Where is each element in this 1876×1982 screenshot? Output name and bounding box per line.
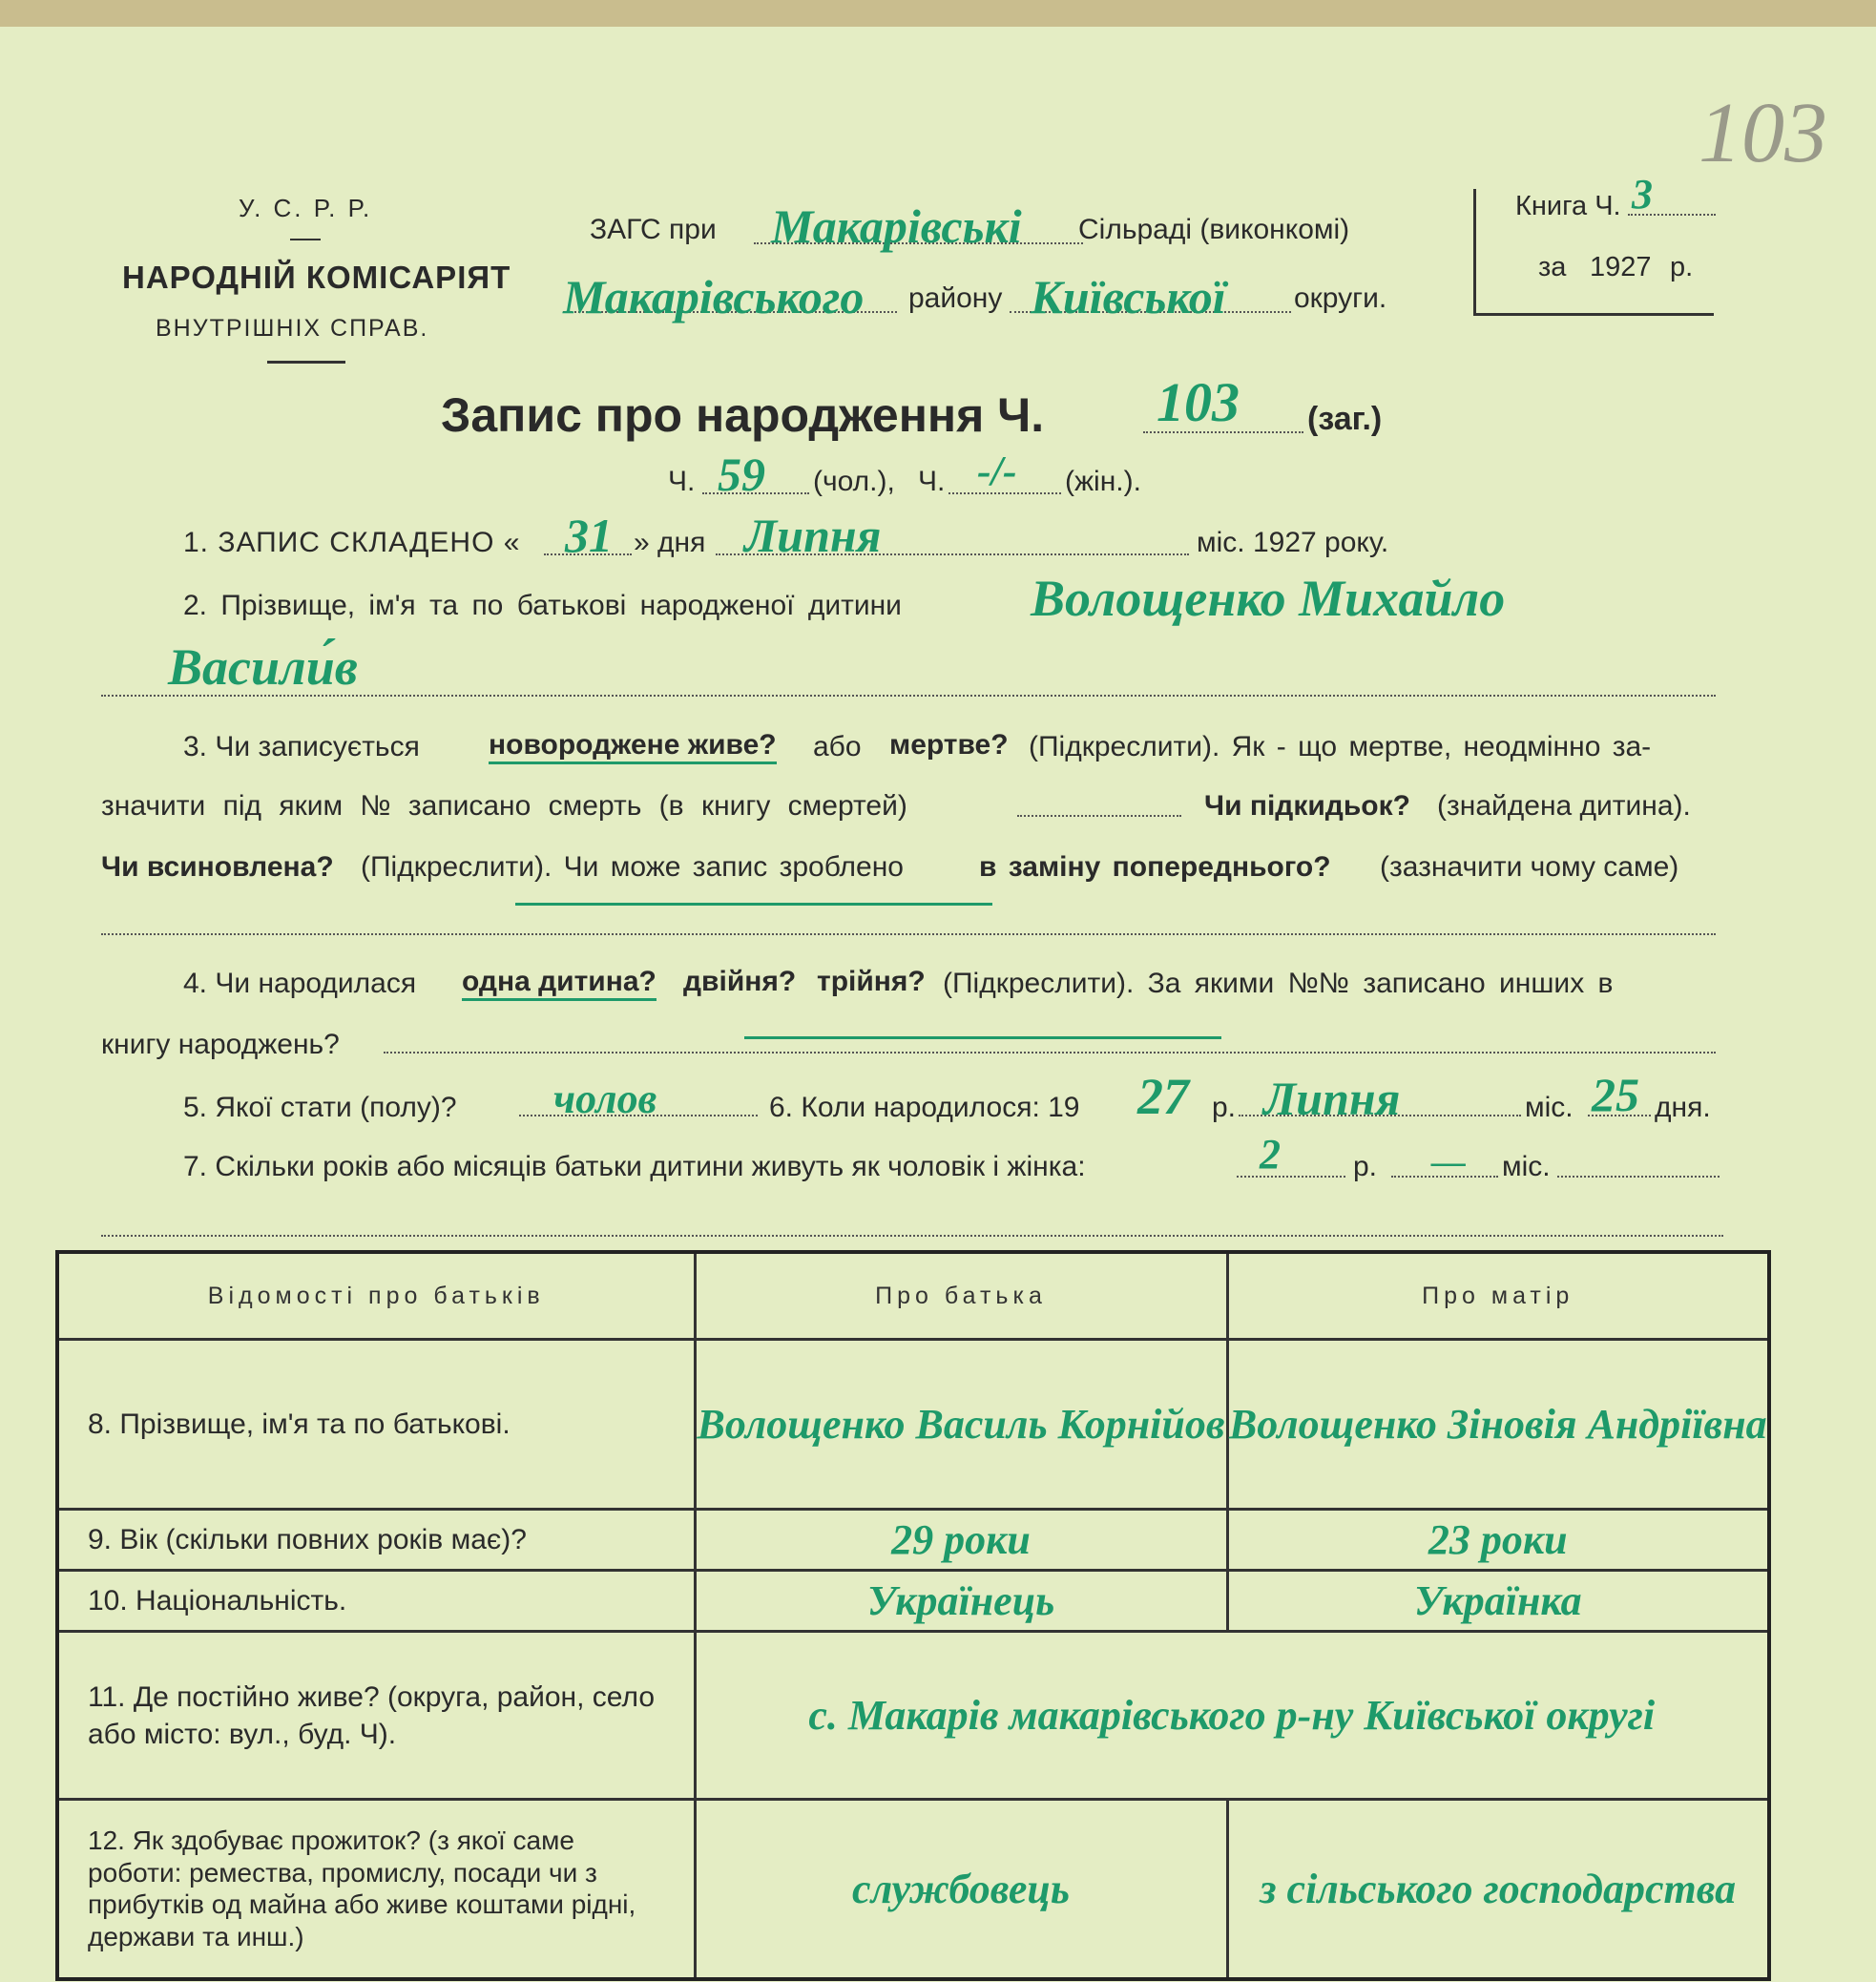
item1-month: Липня (744, 509, 882, 562)
book-year: 1927 (1590, 252, 1652, 282)
item4-one-child: одна дитина? (462, 966, 657, 1001)
mother-age: 23 роки (1227, 1510, 1769, 1571)
item5-label: 5. Якої стати (полу)? (183, 1092, 457, 1123)
book-year-prefix: за (1538, 252, 1567, 282)
female-prefix: Ч. (918, 466, 946, 497)
item2-label: 2. Прізвище, ім'я та по батькові народженої дитини (183, 590, 902, 621)
column-header-father: Про батька (695, 1252, 1227, 1340)
table-row (57, 1632, 1769, 1800)
item3-alive-option: новороджене живе? (489, 729, 777, 764)
zags-suffix: Сільраді (виконкомі) (1078, 214, 1350, 245)
item4-twins: двійня? (683, 966, 797, 997)
table-row (57, 1571, 1769, 1632)
handwritten-strike (744, 1036, 1221, 1039)
book-number: 3 (1632, 171, 1653, 218)
parents-table (55, 1250, 1771, 1981)
table-row (57, 1340, 1769, 1510)
item1-day: 31 (565, 509, 613, 562)
book-box-left (1473, 189, 1476, 315)
item6-month-suffix: міс. (1525, 1092, 1574, 1123)
divider (267, 361, 345, 364)
item3-line3-a: (Підкреслити). Чи може запис зроблено (361, 851, 904, 883)
item3-line3-b: (зазначити чому саме) (1380, 851, 1679, 883)
record-form (0, 27, 1876, 1982)
row-label: 10. Національність. (57, 1571, 695, 1632)
father-age: 29 роки (695, 1510, 1227, 1571)
item2-line (101, 695, 1716, 697)
item3-dead-option: мертве? (889, 729, 1009, 761)
handwritten-strike (515, 903, 992, 906)
item6-label: 6. Коли народилося: 19 (769, 1092, 1080, 1123)
item6-month: Липня (1263, 1072, 1401, 1125)
item7-months-suffix: міс. (1502, 1151, 1551, 1182)
zags-village-value: Макарівські (771, 199, 1022, 253)
residence-value: с. Макарів макарівського р-ну Київської округі (695, 1632, 1769, 1800)
state-label: У. С. Р. Р. (239, 194, 373, 222)
female-label: (жін.). (1065, 466, 1141, 497)
book-year-suffix: р. (1670, 252, 1694, 282)
item3-line1-c: (Підкреслити). Як - що мертве, неодмінно за- (1029, 731, 1652, 762)
table-row (57, 1800, 1769, 1979)
item3-death-line (1017, 815, 1181, 817)
item3-line2-a: значити під яким № записано смерть (в книгу смертей) (101, 790, 907, 822)
commissariat-title: НАРОДНІЙ КОМІСАРІЯТ (122, 260, 511, 295)
table-header-row (57, 1252, 1769, 1340)
divider (290, 239, 321, 240)
father-nationality: Українець (695, 1571, 1227, 1632)
item1-label: 1. ЗАПИС СКЛАДЕНО « (183, 527, 521, 558)
item1-mid: » дня (634, 527, 706, 558)
okruha-word: округи. (1294, 282, 1387, 314)
item3-line2-b: (знайдена дитина). (1437, 790, 1691, 822)
book-box-bottom (1473, 313, 1714, 316)
item5-value: чолов (553, 1075, 657, 1122)
item6-day-suffix: дня. (1655, 1092, 1711, 1123)
item6-year-suffix: р. (1212, 1092, 1237, 1123)
column-header-info: Відомості про батьків (57, 1252, 695, 1340)
item2-value-line2: Васили́в (168, 638, 358, 696)
item6-day: 25 (1592, 1068, 1639, 1121)
table-row (57, 1510, 1769, 1571)
item4-triplets: трійня? (817, 966, 926, 997)
item3-line1-a: 3. Чи записується (183, 731, 420, 762)
item6-year: 27 (1137, 1068, 1189, 1125)
item4-line1-a: 4. Чи народилася (183, 968, 417, 999)
item4-line (384, 1052, 1716, 1054)
item7-line (101, 1235, 1723, 1237)
item1-suffix: міс. 1927 року. (1197, 527, 1389, 558)
district-value: Макарівського (563, 270, 865, 323)
item2-value-line1: Волощенко Михайло (1031, 570, 1506, 627)
item3-line1-b: або (813, 731, 862, 762)
item4-line1-b: (Підкреслити). За якими №№ записано инших в (943, 968, 1614, 999)
item7-label: 7. Скільки років або місяців батьки дитини живуть як чоловік і жінка: (183, 1151, 1086, 1182)
department-label: ВНУТРІШНІХ СПРАВ. (156, 315, 429, 342)
mother-nationality: Українка (1227, 1571, 1769, 1632)
row-label: 8. Прізвище, ім'я та по батькові. (57, 1340, 695, 1510)
item3-replacement: в заміну попереднього? (979, 851, 1331, 883)
row-label: 12. Як здобуває прожиток? (з якої саме роботи: ремества, промислу, посади чи з прибутків од майна або живе коштами рідні, держави та инш.) (57, 1800, 695, 1979)
record-title: Запис про народження Ч. (441, 388, 1045, 442)
row-label: 9. Вік (скільки повних років має)? (57, 1510, 695, 1571)
father-occupation: службовець (695, 1800, 1227, 1979)
mother-occupation: з сільського господарства (1227, 1800, 1769, 1979)
record-number-suffix: (заг.) (1307, 401, 1383, 437)
item4-line2: книгу народжень? (101, 1029, 340, 1060)
item7-months: — (1431, 1142, 1466, 1180)
district-word: району (908, 282, 1003, 314)
item7-years: 2 (1260, 1131, 1281, 1178)
male-number: 59 (718, 448, 765, 501)
father-name: Волощенко Василь Корнійов (695, 1340, 1227, 1510)
mother-name: Волощенко Зіновія Андріївна (1227, 1340, 1769, 1510)
row-label: 11. Де постійно живе? (округа, район, село або місто: вул., буд. Ч). (57, 1632, 695, 1800)
item7-tail-line (1557, 1176, 1720, 1178)
zags-prefix: ЗАГС при (590, 214, 717, 245)
item3-adopted: Чи всиновлена? (101, 851, 334, 883)
item7-years-suffix: р. (1353, 1151, 1378, 1182)
item3-line (101, 933, 1716, 935)
item3-foundling: Чи підкидьок? (1204, 790, 1410, 822)
book-label: Книга Ч. (1515, 191, 1621, 221)
page-number: 103 (1699, 86, 1827, 180)
male-label: (чол.), (813, 466, 895, 497)
item7-years-line (1237, 1176, 1345, 1178)
female-number: -/- (977, 448, 1017, 494)
okruha-value: Київської (1031, 270, 1226, 323)
column-header-mother: Про матір (1227, 1252, 1769, 1340)
male-prefix: Ч. (668, 466, 696, 497)
record-number: 103 (1157, 371, 1240, 433)
